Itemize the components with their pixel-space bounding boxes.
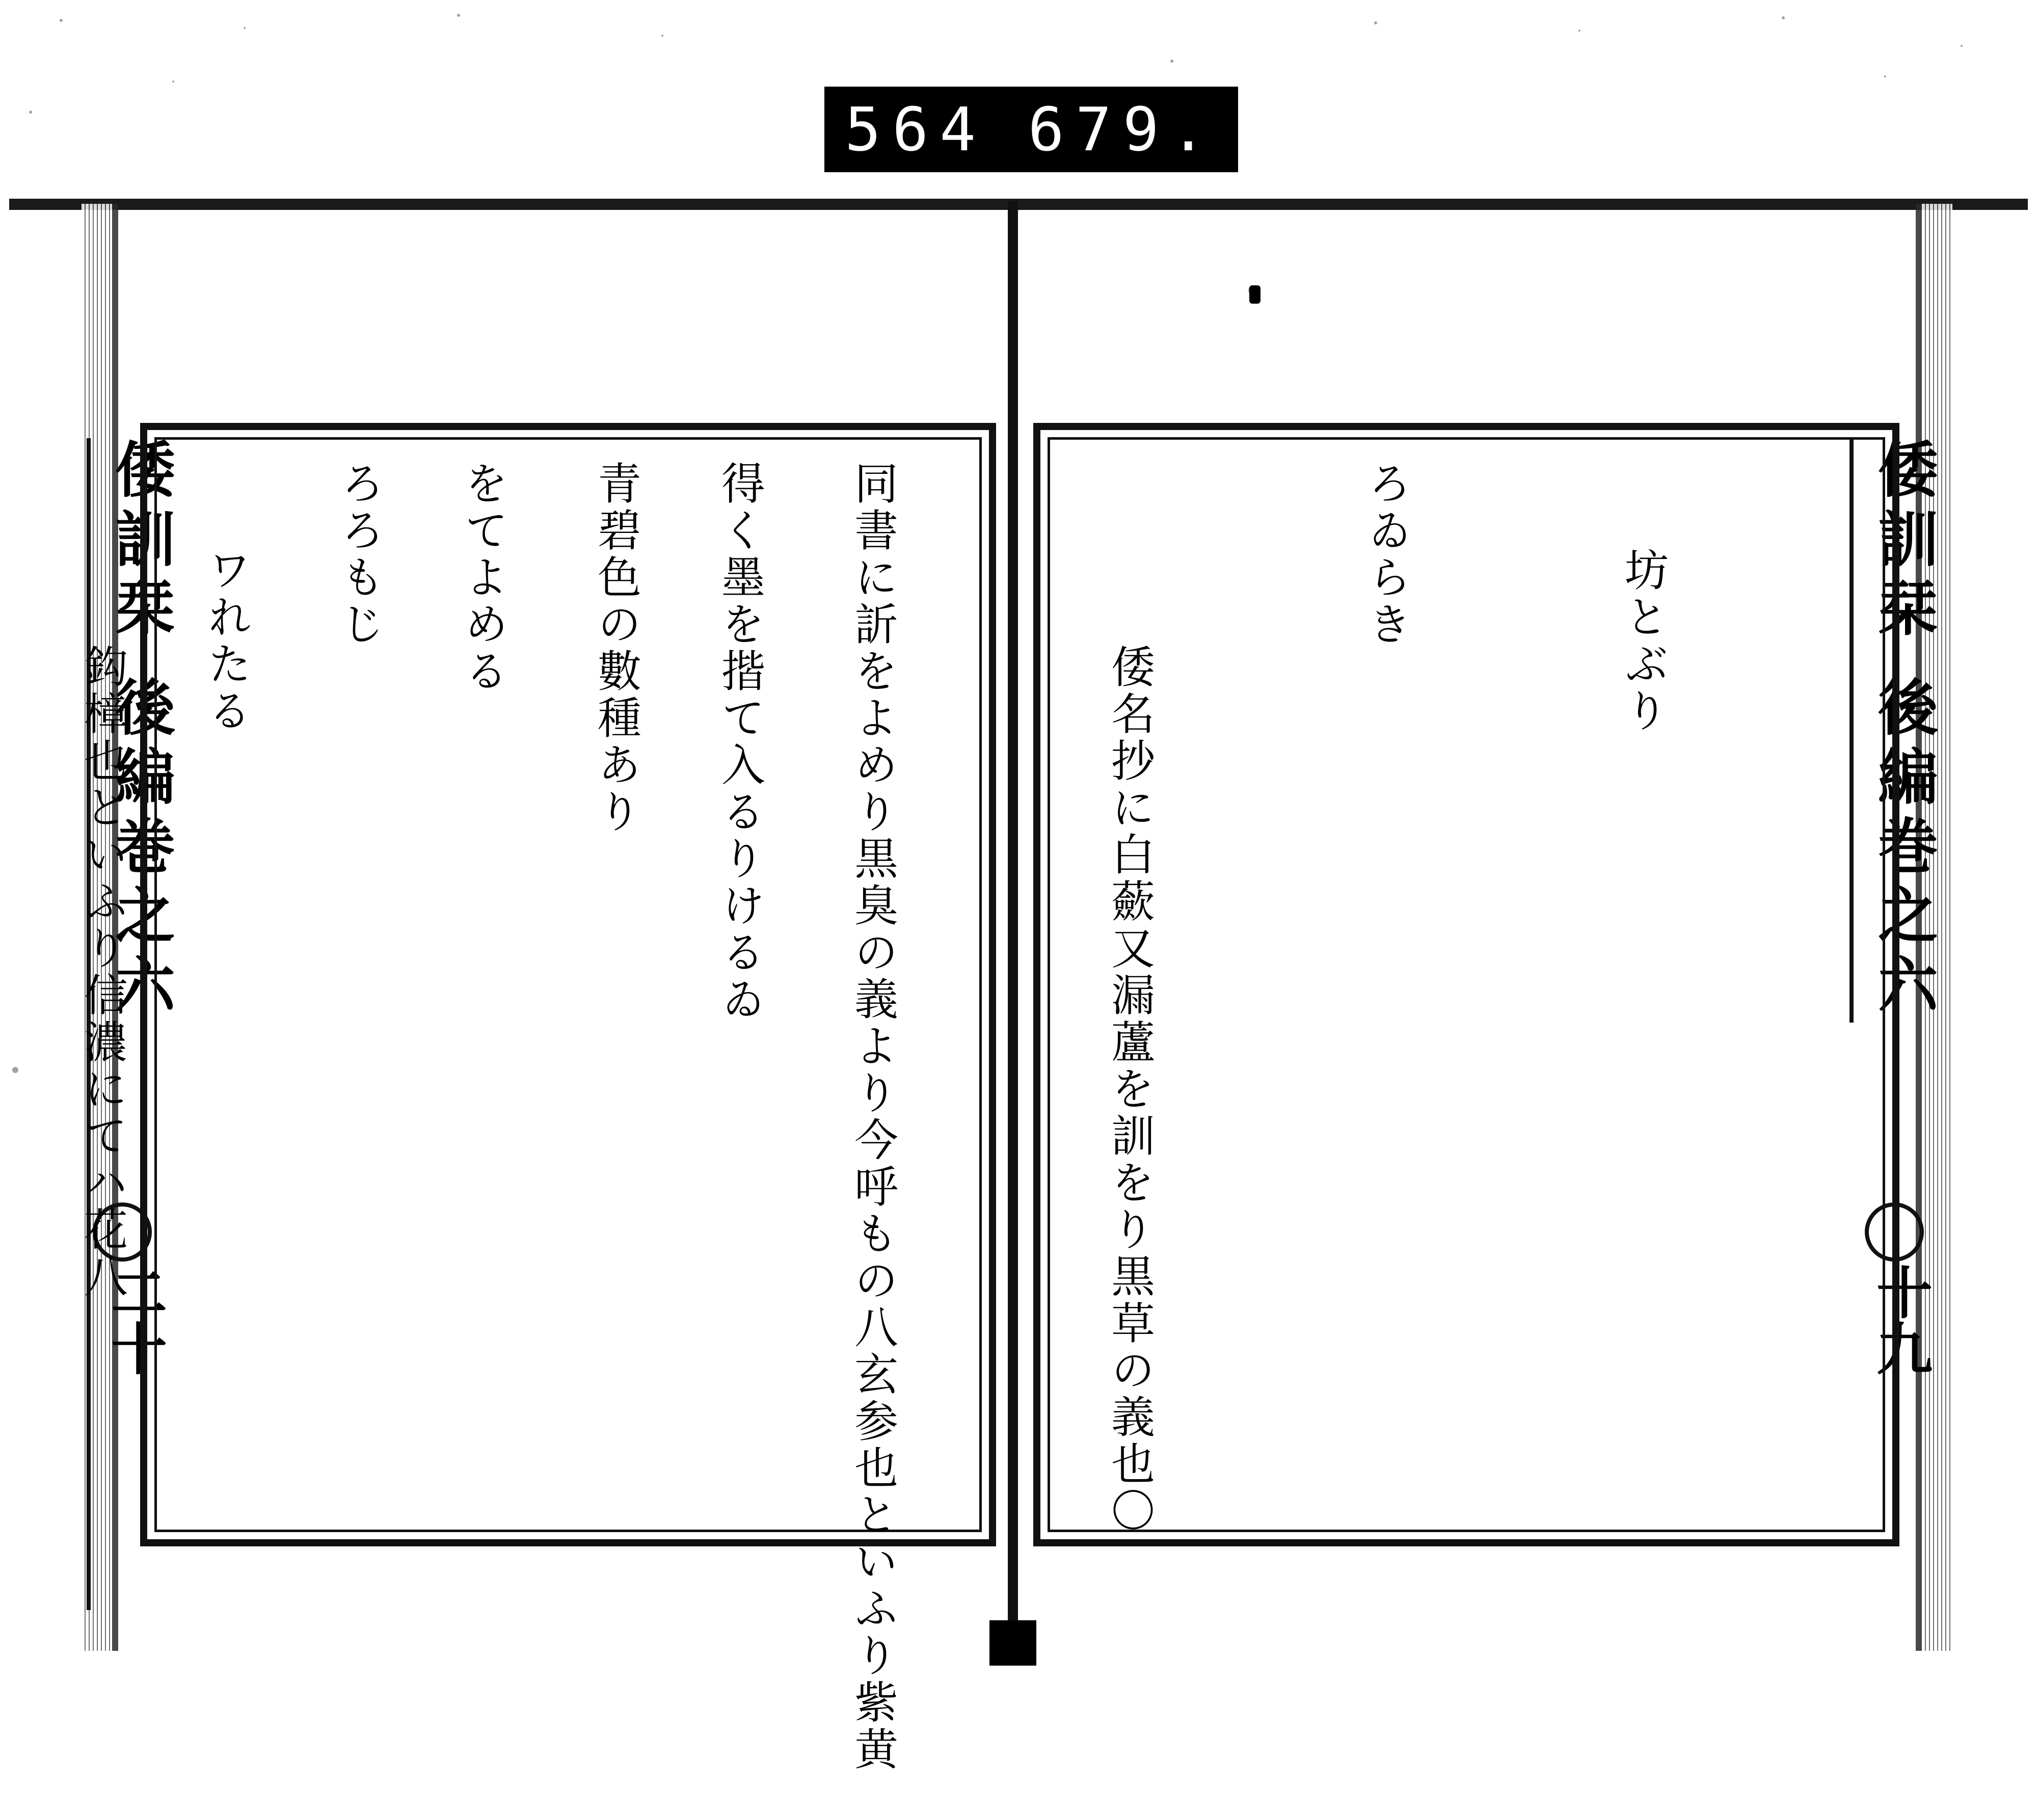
text-column: ろゐらき bbox=[1360, 461, 1411, 648]
ink-mark bbox=[1249, 285, 1261, 304]
text-column: ワれたる bbox=[200, 547, 251, 735]
right-margin-title: 倭訓栞 後編巻之六 bbox=[1849, 438, 1946, 1023]
book-top-rail bbox=[9, 199, 2028, 210]
text-column: ろろもじ bbox=[333, 461, 384, 648]
text-column: をてよめる bbox=[457, 461, 508, 695]
text-column: 得く墨を揩て入るりけるゐ bbox=[714, 461, 765, 1023]
catalog-number-right: 679. bbox=[1028, 94, 1218, 165]
sub-note: 鈎樟也といふり信濃にてハ花八 bbox=[76, 644, 127, 1300]
catalog-number-left: 564 bbox=[845, 94, 987, 165]
text-column: 坊とぶり bbox=[1617, 547, 1668, 735]
catalog-label bbox=[824, 87, 1238, 172]
left-margin-title: 倭訓栞 後編巻之六 bbox=[87, 438, 183, 1610]
left-folio-number: 二十 bbox=[102, 1264, 168, 1376]
spine-foot-mark bbox=[989, 1620, 1036, 1666]
text-column: 青碧色の數種あり bbox=[590, 461, 641, 836]
sub-note: 倭名抄に白蘝又漏蘆を訓をり黒草の義也〇 bbox=[1104, 644, 1155, 1535]
text-column: 同書に訢をよめり黒臭の義より今呼もの八玄参也といふり紫黄 bbox=[847, 461, 898, 1773]
right-folio-number: 十九 bbox=[1867, 1264, 1933, 1376]
